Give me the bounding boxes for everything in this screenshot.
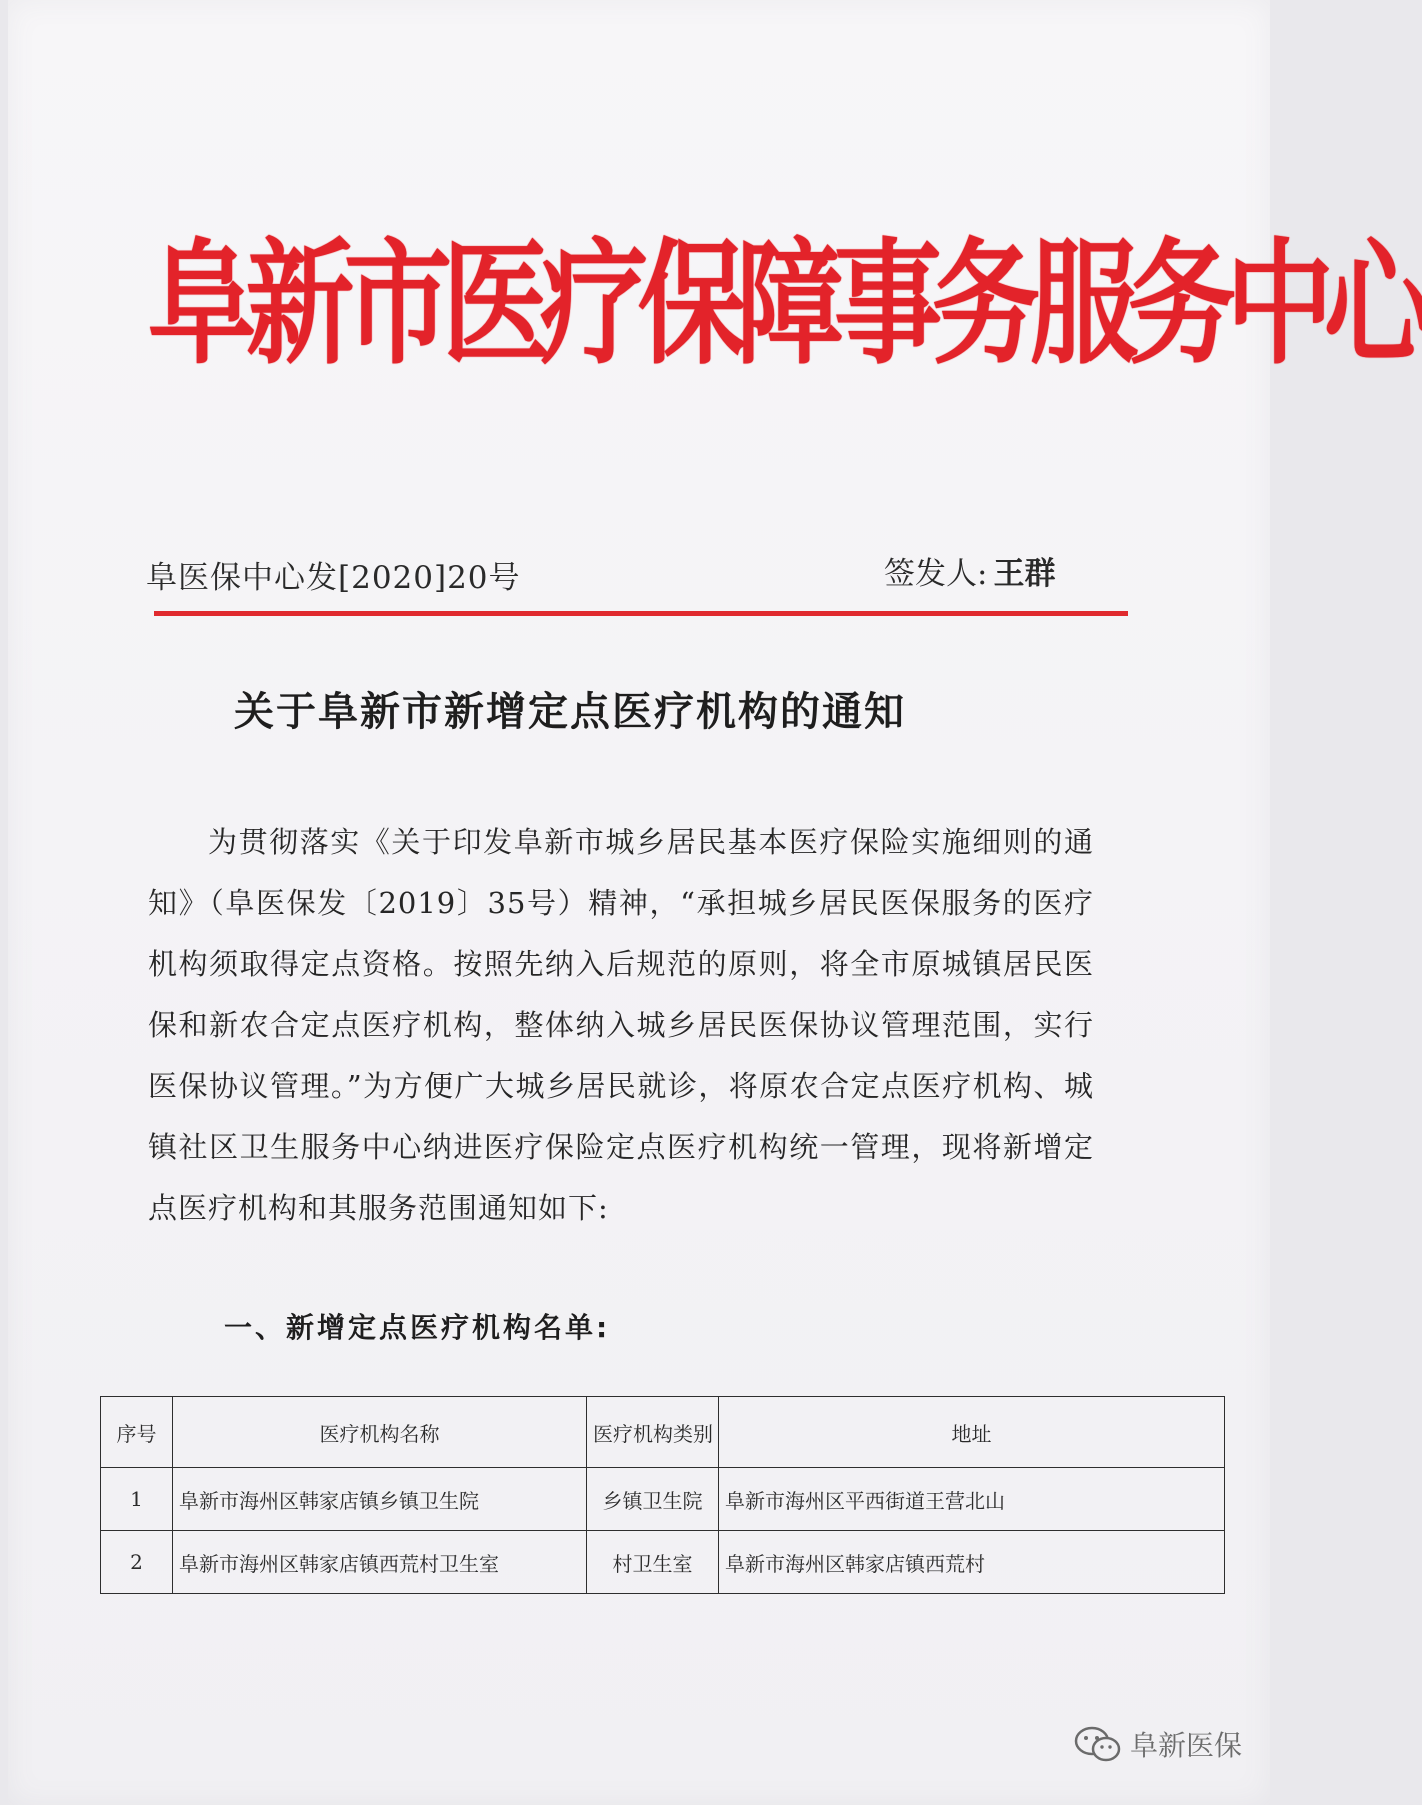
document-page <box>8 0 1422 1805</box>
header-type: 医疗机构类别 <box>587 1397 719 1468</box>
header-num: 序号 <box>101 1397 173 1468</box>
table-row <box>101 1531 1225 1594</box>
row-type: 村卫生室 <box>587 1531 719 1594</box>
organization-header: 阜新市医疗保障事务服务中心 <box>148 227 1422 384</box>
table-row <box>101 1468 1225 1531</box>
notice-body: 为贯彻落实《关于印发阜新市城乡居民基本医疗保险实施细则的通知》（阜医保发〔2019〕35号）精神，“承担城乡居民医保服务的医疗机构须取得定点资格。按照先纳入后规范的原则，将全市原城镇居民医保和新农合定点医疗机构，整体纳入城乡居民医保协议管理范围，实行医保协议管理。”为方便广大城乡居民就诊，将原农合定点医疗机构、城镇社区卫生服务中心纳进医疗保险定点医疗机构统一管理，现将新增定点医疗机构和其服务范围通知如下: <box>148 825 1094 1225</box>
table-header-row <box>101 1397 1225 1468</box>
signer-name: 王群 <box>993 556 1056 592</box>
row-num: 1 <box>101 1468 173 1531</box>
header-address: 地址 <box>719 1397 1225 1468</box>
watermark <box>1074 1724 1242 1764</box>
row-name: 阜新市海州区韩家店镇乡镇卫生院 <box>173 1468 587 1531</box>
document-number: 阜医保中心发[2020]20号 <box>146 560 521 596</box>
row-address: 阜新市海州区韩家店镇西荒村 <box>719 1531 1225 1594</box>
wechat-icon <box>1074 1726 1122 1762</box>
watermark-text: 阜新医保 <box>1130 1729 1243 1762</box>
institution-table <box>100 1396 1225 1594</box>
row-name: 阜新市海州区韩家店镇西荒村卫生室 <box>173 1531 587 1594</box>
header-name: 医疗机构名称 <box>173 1397 587 1468</box>
row-num: 2 <box>101 1531 173 1594</box>
signer <box>884 548 1055 593</box>
section-heading: 一、新增定点医疗机构名单: <box>224 1311 611 1344</box>
row-address: 阜新市海州区平西街道王营北山 <box>719 1468 1225 1531</box>
red-divider-rule <box>154 611 1128 616</box>
row-type: 乡镇卫生院 <box>587 1468 719 1531</box>
notice-title: 关于阜新市新增定点医疗机构的通知 <box>234 689 906 735</box>
signer-label: 签发人: <box>884 556 988 592</box>
